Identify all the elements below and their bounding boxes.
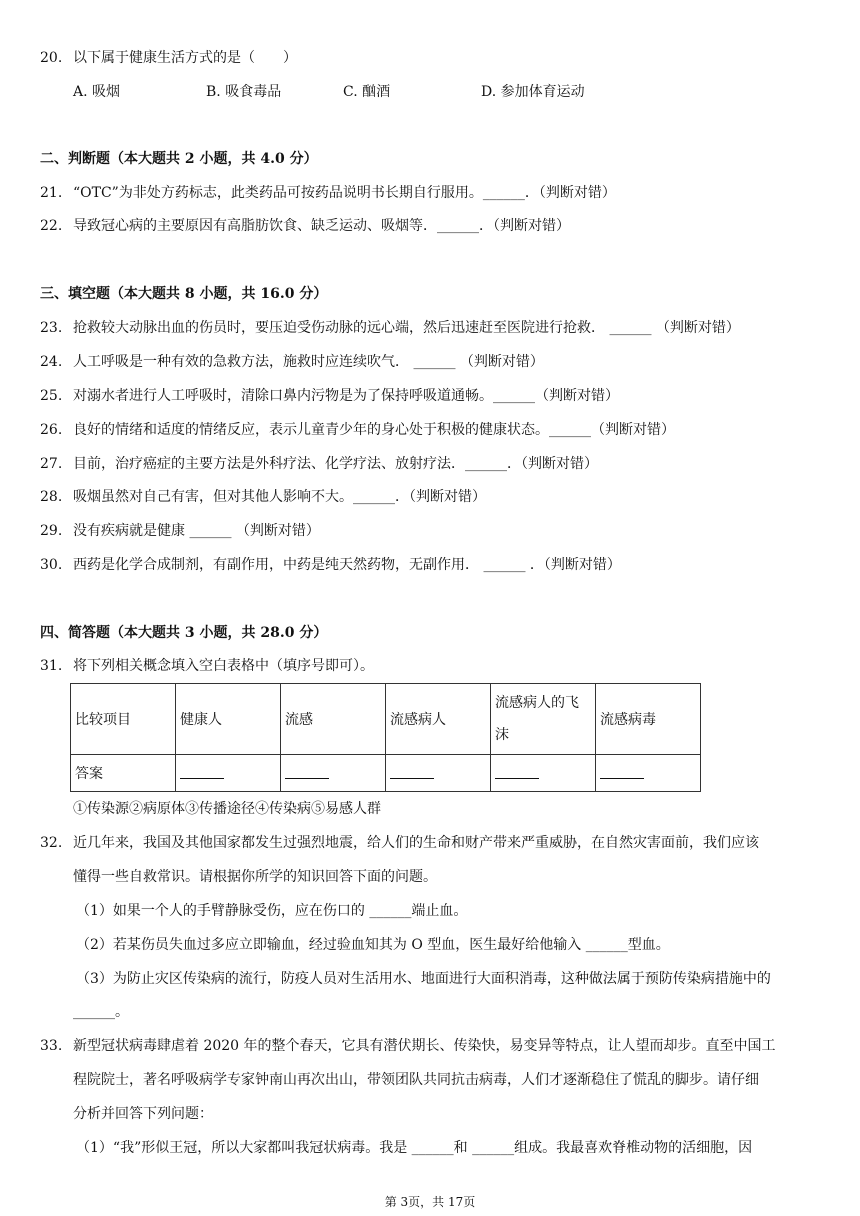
question-28-number: 28. [40,489,63,505]
question-32-text-line1: 近几年来，我国及其他国家都发生过强烈地震，给人们的生命和财产带来严重威胁，在自然灾害面前，我们应该 [73,835,759,851]
option-d: D. 参加体育运动 [481,84,585,100]
question-25-number: 25. [40,388,63,404]
table-header-row [71,684,701,755]
table-header-cell: 流感病毒 [596,684,701,755]
question-27-text: 目前，治疗癌症的主要方法是外科疗法、化学疗法、放射疗法．______．（判断对错） [73,456,598,472]
answer-blank-cell[interactable] [176,755,281,792]
question-33-text-line1: 新型冠状病毒肆虐着 2020 年的整个春天，它具有潜伏期长、传染快，易变异等特点，让人望而却步。直至中国工 [73,1038,776,1054]
question-21-number: 21. [40,185,63,201]
section-heading-judgment: 二、判断题（本大题共 2 小题，共 4.0 分） [40,151,318,167]
question-33-text-line3: 分析并回答下列问题： [73,1106,213,1122]
question-32-sub1: （1）如果一个人的手臂静脉受伤，应在伤口的 ______端止血。 [76,903,468,919]
section-heading-fill: 三、填空题（本大题共 8 小题，共 16.0 分） [40,286,328,302]
question-21-text: “OTC”为非处方药标志，此类药品可按药品说明书长期自行服用。______．（判断对错） [73,185,616,201]
option-c: C. 酗酒 [343,84,391,100]
question-32-text-line2: 懂得一些自救常识。请根据你所学的知识回答下面的问题。 [73,869,437,885]
table-header-cell: 比较项目 [71,684,176,755]
answer-blank[interactable] [390,764,434,779]
question-29-number: 29. [40,523,63,539]
question-number: 20. [40,50,63,66]
option-a: A. 吸烟 [73,84,121,100]
question-27-number: 27. [40,456,63,472]
table-header-cell: 流感病人的飞沫 [491,684,596,755]
table-row-label: 答案 [71,755,176,792]
table-header-cell: 流感病人 [386,684,491,755]
question-33-number: 33. [40,1038,63,1054]
answer-blank[interactable] [285,764,329,779]
question-24-number: 24. [40,354,63,370]
question-26-text: 良好的情绪和适度的情绪反应，表示儿童青少年的身心处于积极的健康状态。______（判断对错） [73,422,675,438]
question-22-number: 22. [40,218,63,234]
question-32-sub3-cont: ______。 [73,1004,129,1020]
question-33-sub1: （1）“我”形似王冠，所以大家都叫我冠状病毒。我是 ______和 ______组成。我最喜欢脊椎动物的活细胞，因 [76,1140,753,1156]
table-header-cell: 流感 [281,684,386,755]
answer-blank-cell[interactable] [386,755,491,792]
answer-blank-cell[interactable] [281,755,386,792]
answer-blank[interactable] [180,764,224,779]
question-23-text: 抢救较大动脉出血的伤员时，要压迫受伤动脉的远心端，然后迅速赶至医院进行抢救． ______ （判断对错） [73,320,740,336]
question-28-text: 吸烟虽然对自己有害，但对其他人影响不大。______．（判断对错） [73,489,486,505]
option-b: B. 吸食毒品 [206,84,282,100]
question-25-text: 对溺水者进行人工呼吸时，清除口鼻内污物是为了保持呼吸道通畅。______（判断对错） [73,388,619,404]
question-32-sub2: （2）若某伤员失血过多应立即输血，经过验血知其为 O 型血，医生最好给他输入 ______型血。 [76,937,670,953]
question-26-number: 26. [40,422,63,438]
answer-table [70,683,701,792]
question-31-text: 将下列相关概念填入空白表格中（填序号即可）。 [73,658,374,674]
answer-blank-cell[interactable] [596,755,701,792]
answer-blank[interactable] [495,764,539,779]
question-20-text: 以下属于健康生活方式的是（ ） [73,50,297,66]
answer-blank[interactable] [600,764,644,779]
table-header-cell: 健康人 [176,684,281,755]
question-22-text: 导致冠心病的主要原因有高脂肪饮食、缺乏运动、吸烟等．______．（判断对错） [73,218,570,234]
answer-blank-cell[interactable] [491,755,596,792]
table-row [71,755,701,792]
question-32-sub3: （3）为防止灾区传染病的流行，防疫人员对生活用水、地面进行大面积消毒，这种做法属于预防传染病措施中的 [76,971,771,987]
question-32-number: 32. [40,835,63,851]
question-20 [40,48,62,68]
section-heading-short-answer: 四、简答题（本大题共 3 小题，共 28.0 分） [40,625,328,641]
question-33-text-line2: 程院院士，著名呼吸病学专家钟南山再次出山，带领团队共同抗击病毒，人们才逐渐稳住了慌乱的脚步。请仔细 [73,1072,759,1088]
question-30-number: 30. [40,557,63,573]
page-footer: 第 3页，共 17页 [384,1195,476,1209]
question-31-key: ①传染源②病原体③传播途径④传染病⑤易感人群 [73,801,381,817]
question-24-text: 人工呼吸是一种有效的急救方法，施救时应连续吹气． ______ （判断对错） [73,354,544,370]
question-29-text: 没有疾病就是健康 ______ （判断对错） [73,523,320,539]
question-30-text: 西药是化学合成制剂，有副作用，中药是纯天然药物，无副作用． ______ ．（判断对错） [73,557,621,573]
question-31-number: 31. [40,658,63,674]
question-23-number: 23. [40,320,63,336]
